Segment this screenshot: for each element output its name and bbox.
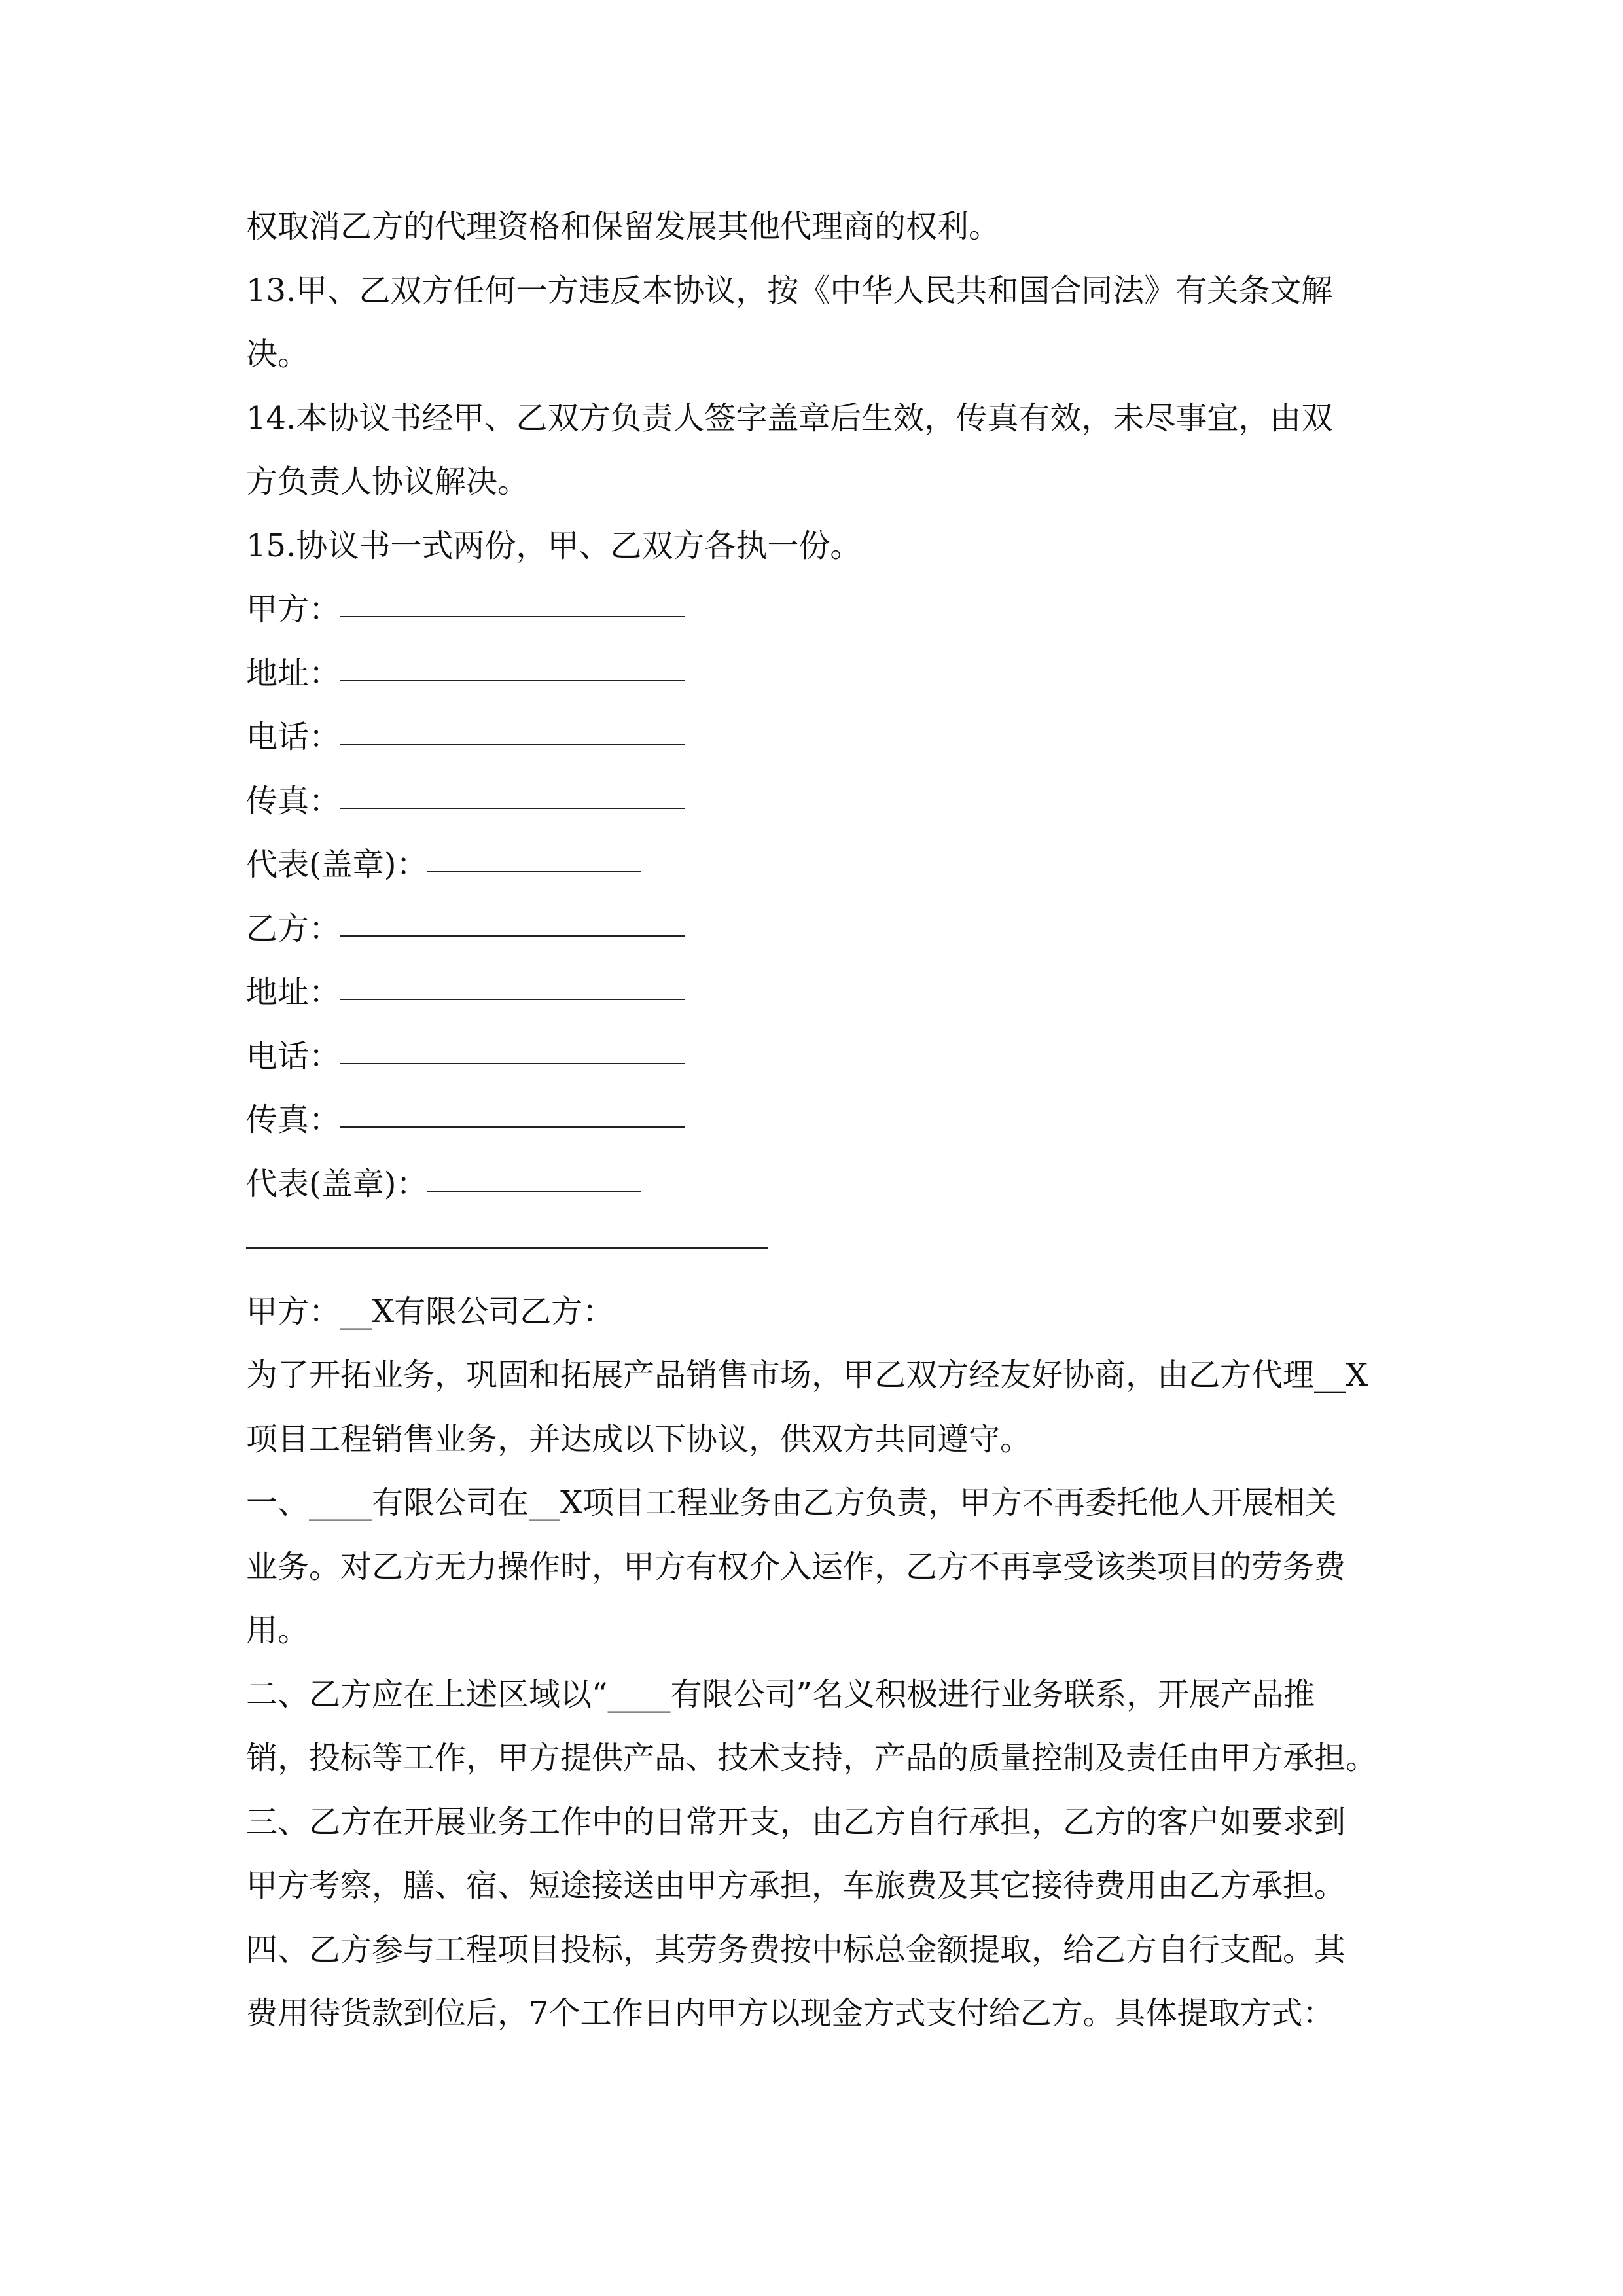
party-b-address-field — [246, 961, 1398, 1025]
clause-3: 三、乙方在开展业务工作中的日常开支，由乙方自行承担，乙方的客户如要求到 — [246, 1803, 1346, 1840]
field-label: 传真： — [246, 1102, 341, 1138]
blank-line — [340, 642, 685, 681]
clause-2: 二、乙方应在上述区域以“____有限公司”名义积极进行业务联系，开展产品推 — [246, 1676, 1315, 1713]
clause-4: 四、乙方参与工程项目投标，其劳务费按中标总金额提取，给乙方自行支配。其 — [246, 1931, 1346, 1968]
party-a-representative-field — [246, 833, 1398, 897]
paragraph-line: 甲方考察，膳、宿、短途接送由甲方承担，车旅费及其它接待费用由乙方承担。 — [246, 1867, 1346, 1904]
field-label: 地址： — [246, 655, 341, 692]
blank-line — [340, 961, 685, 1000]
parties-line: 甲方：__X有限公司乙方： — [246, 1293, 615, 1330]
paragraph-line: 用。 — [246, 1612, 310, 1649]
preamble-line: 为了开拓业务，巩固和拓展产品销售市场，甲乙双方经友好协商，由乙方代理__X — [246, 1357, 1368, 1393]
blank-line — [340, 1088, 685, 1128]
field-label: 地址： — [246, 974, 341, 1011]
field-label: 甲方： — [246, 591, 341, 628]
party-b-phone-field — [246, 1025, 1398, 1089]
clause-15: 15.协议书一式两份，甲、乙双方各执一份。 — [246, 527, 862, 564]
blank-line — [340, 770, 685, 809]
field-label: 代表(盖章)： — [246, 1165, 428, 1202]
paragraph-line: 权取消乙方的代理资格和保留发展其他代理商的权利。 — [246, 208, 1001, 245]
party-a-fax-field — [246, 770, 1398, 834]
document-page — [246, 195, 1398, 2046]
field-label: 代表(盖章)： — [246, 846, 428, 883]
field-label: 电话： — [246, 1037, 341, 1075]
clause-14: 14.本协议书经甲、乙双方负责人签字盖章后生效，传真有效，未尽事宜，由双 — [246, 399, 1333, 437]
paragraph-line: 销，投标等工作，甲方提供产品、技术支持，产品的质量控制及责任由甲方承担。 — [246, 1740, 1378, 1776]
field-label: 传真： — [246, 782, 341, 819]
party-a-phone-field — [246, 706, 1398, 770]
clause-1: 一、____有限公司在__X项目工程业务由乙方负责，甲方不再委托他人开展相关 — [246, 1484, 1337, 1521]
field-label: 乙方： — [246, 910, 341, 947]
party-a-address-field — [246, 642, 1398, 706]
blank-line — [340, 897, 685, 937]
blank-line — [427, 1153, 641, 1192]
party-b-name-field — [246, 897, 1398, 961]
paragraph-line: 方负责人协议解决。 — [246, 463, 529, 500]
section-divider — [246, 1216, 1398, 1280]
party-b-representative-field — [246, 1153, 1398, 1217]
paragraph-line: 费用待货款到位后，7个工作日内甲方以现金方式支付给乙方。具体提取方式： — [246, 1995, 1334, 2032]
party-a-name-field — [246, 578, 1398, 642]
preamble-line: 项目工程销售业务，并达成以下协议，供双方共同遵守。 — [246, 1420, 1032, 1458]
paragraph-line: 业务。对乙方无力操作时，甲方有权介入运作，乙方不再享受该类项目的劳务费 — [246, 1548, 1346, 1585]
blank-line — [340, 578, 685, 617]
field-label: 电话： — [246, 719, 341, 755]
blank-line — [340, 1025, 685, 1064]
blank-line — [427, 833, 641, 872]
party-b-fax-field — [246, 1088, 1398, 1153]
clause-13: 13.甲、乙双方任何一方违反本协议，按《中华人民共和国合同法》有关条文解 — [246, 272, 1333, 309]
blank-line — [340, 706, 685, 745]
paragraph-line: 决。 — [246, 336, 310, 372]
